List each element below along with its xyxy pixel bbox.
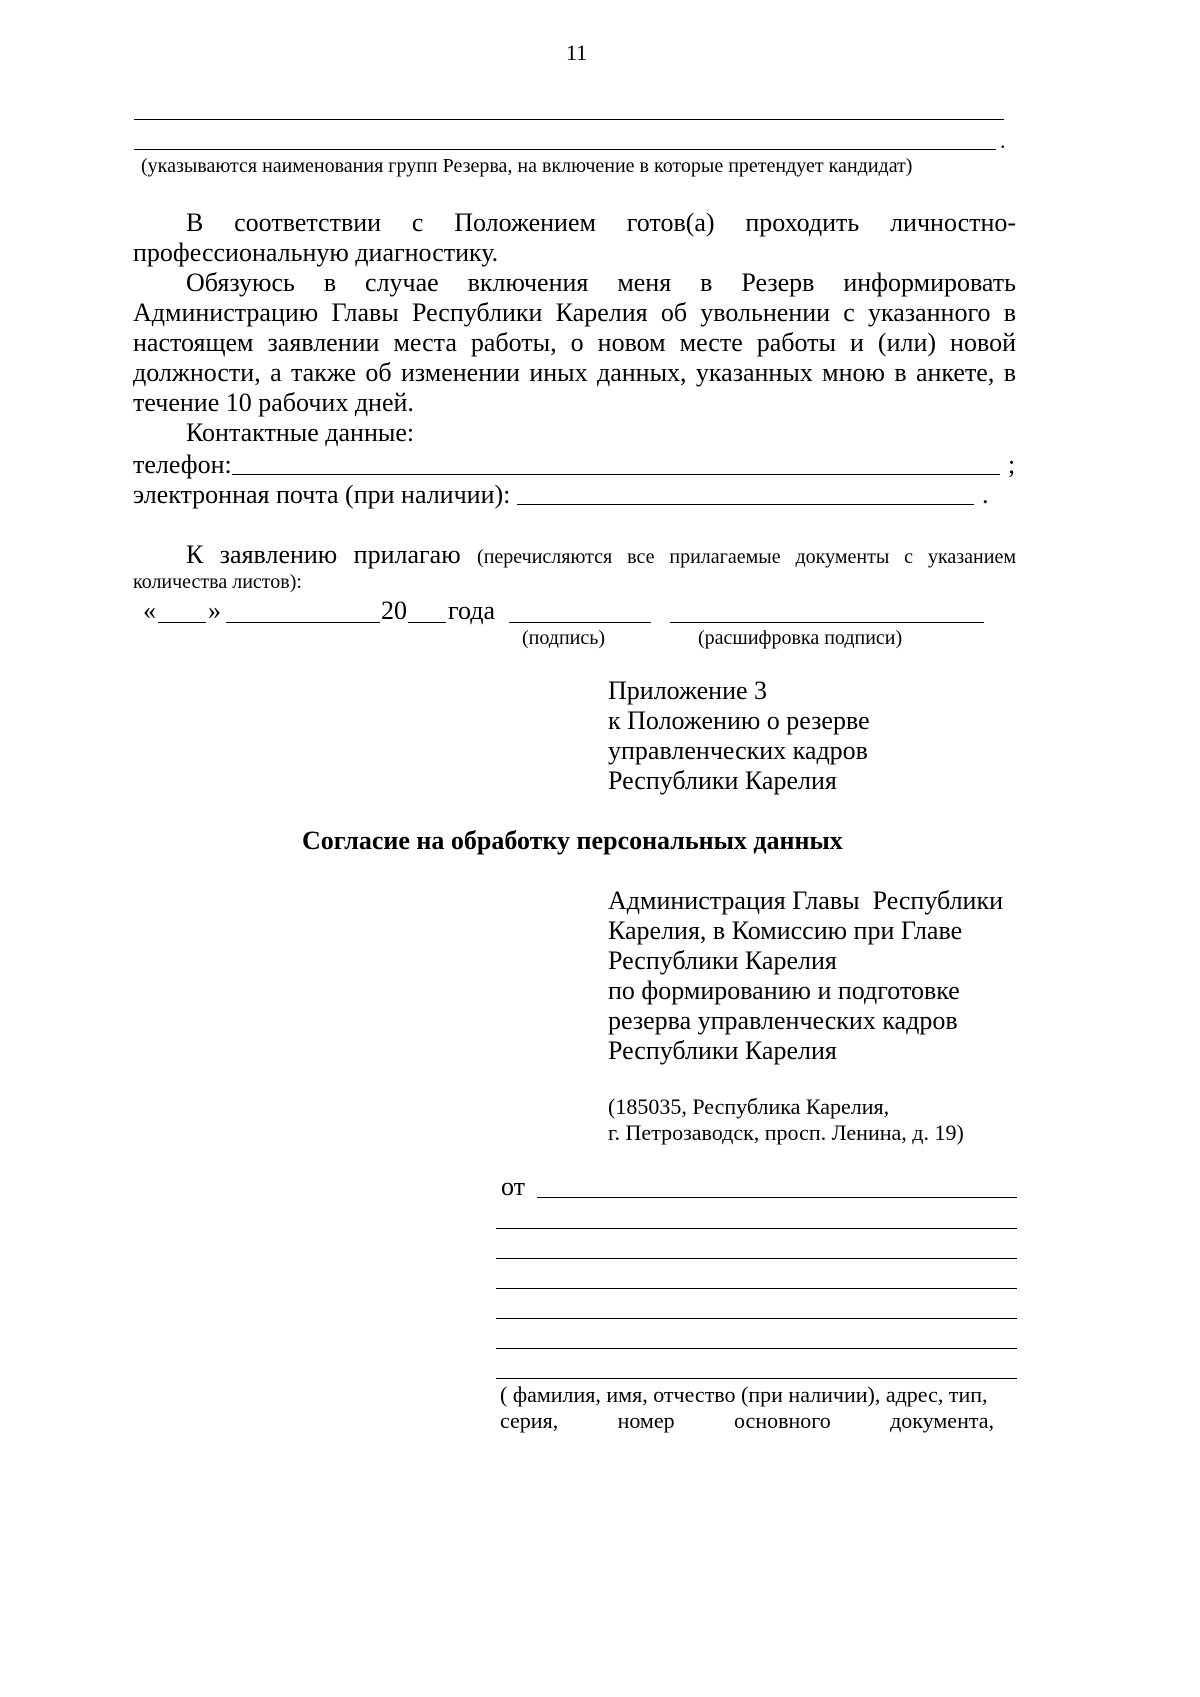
email-label: электронная почта (при наличии):	[133, 480, 511, 509]
from-label: от	[501, 1172, 526, 1201]
groups-blank-line-2	[134, 149, 996, 150]
address-line-1: (185035, Республика Карелия,	[608, 1094, 890, 1119]
paragraph-1-line-1: В соответствии с Положением готов(а) проходить личностно-	[186, 208, 1017, 237]
consent-title: Согласие на обработку персональных данных	[302, 826, 843, 855]
signature-blank-line[interactable]	[509, 622, 651, 623]
page-number: 11	[566, 40, 588, 65]
from-blank-line-3[interactable]	[496, 1258, 1017, 1259]
addressee-line-1: Администрация Главы Республики	[608, 886, 1004, 915]
email-end-dot: .	[982, 480, 989, 509]
addressee-line-2: Карелия, в Комиссию при Главе	[608, 916, 963, 945]
addressee-line-4: по формированию и подготовке	[608, 976, 960, 1005]
groups-end-dot: .	[1000, 128, 1006, 153]
contacts-heading: Контактные данные:	[186, 418, 415, 447]
year-blank-line[interactable]	[408, 622, 446, 623]
from-caption-line-2: серия, номер основного документа,	[500, 1408, 994, 1433]
paragraph-2-line-4: должности, а также об изменении иных данных, указанных мною в анкете, в	[133, 358, 1016, 387]
appendix-line-1: Приложение 3	[608, 676, 768, 705]
century-text: 20	[381, 596, 407, 625]
addressee-line-6: Республики Карелия	[608, 1036, 837, 1065]
signature-decoding-blank-line[interactable]	[670, 622, 984, 623]
paragraph-2-line-1: Обязуюсь в случае включения меня в Резерв информировать	[186, 268, 1017, 297]
day-blank-line[interactable]	[158, 622, 206, 623]
groups-blank-line-1	[134, 119, 1004, 120]
paragraph-2-line-5: течение 10 рабочих дней.	[133, 388, 414, 417]
attachments-line-1: К заявлению прилагаю (перечисляются все прилагаемые документы с указанием	[186, 540, 1016, 569]
appendix-line-4: Республики Карелия	[608, 766, 837, 795]
phone-end-semicolon: ;	[1008, 450, 1016, 479]
groups-caption: (указываются наименования групп Резерва, на включение в которые претендует кандидат)	[141, 155, 913, 177]
phone-blank-line[interactable]	[232, 474, 1000, 475]
paragraph-2-line-3: настоящем заявлении места работы, о новом месте работы и (или) новой	[133, 328, 1016, 357]
signature-decoding-caption: (расшифровка подписи)	[698, 627, 903, 649]
paragraph-1-line-2: профессиональную диагностику.	[133, 238, 499, 267]
from-blank-line-1[interactable]	[537, 1197, 1017, 1198]
address-line-2: г. Петрозаводск, просп. Ленина, д. 19)	[608, 1120, 964, 1145]
email-blank-line[interactable]	[517, 504, 974, 505]
from-blank-line-4[interactable]	[496, 1288, 1017, 1289]
year-word: года	[448, 596, 496, 625]
addressee-line-3: Республики Карелия	[608, 946, 837, 975]
date-close-quote: »	[208, 596, 221, 625]
signature-caption: (подпись)	[522, 627, 606, 649]
phone-label: телефон:	[133, 450, 232, 479]
date-open-quote: «	[143, 596, 156, 625]
from-blank-line-2[interactable]	[496, 1228, 1017, 1229]
from-blank-line-7[interactable]	[496, 1378, 1017, 1379]
appendix-line-2: к Положению о резерве	[608, 706, 870, 735]
addressee-line-5: резерва управленческих кадров	[608, 1006, 958, 1035]
appendix-line-3: управленческих кадров	[608, 736, 868, 765]
from-caption-line-1: ( фамилия, имя, отчество (при наличии), адрес, тип,	[500, 1382, 988, 1407]
paragraph-2-line-2: Администрацию Главы Республики Карелия об увольнении с указанного в	[133, 298, 1016, 327]
month-blank-line[interactable]	[226, 622, 380, 623]
from-blank-line-6[interactable]	[496, 1348, 1017, 1349]
from-blank-line-5[interactable]	[496, 1318, 1017, 1319]
attachments-line-2: количества листов):	[133, 571, 302, 593]
